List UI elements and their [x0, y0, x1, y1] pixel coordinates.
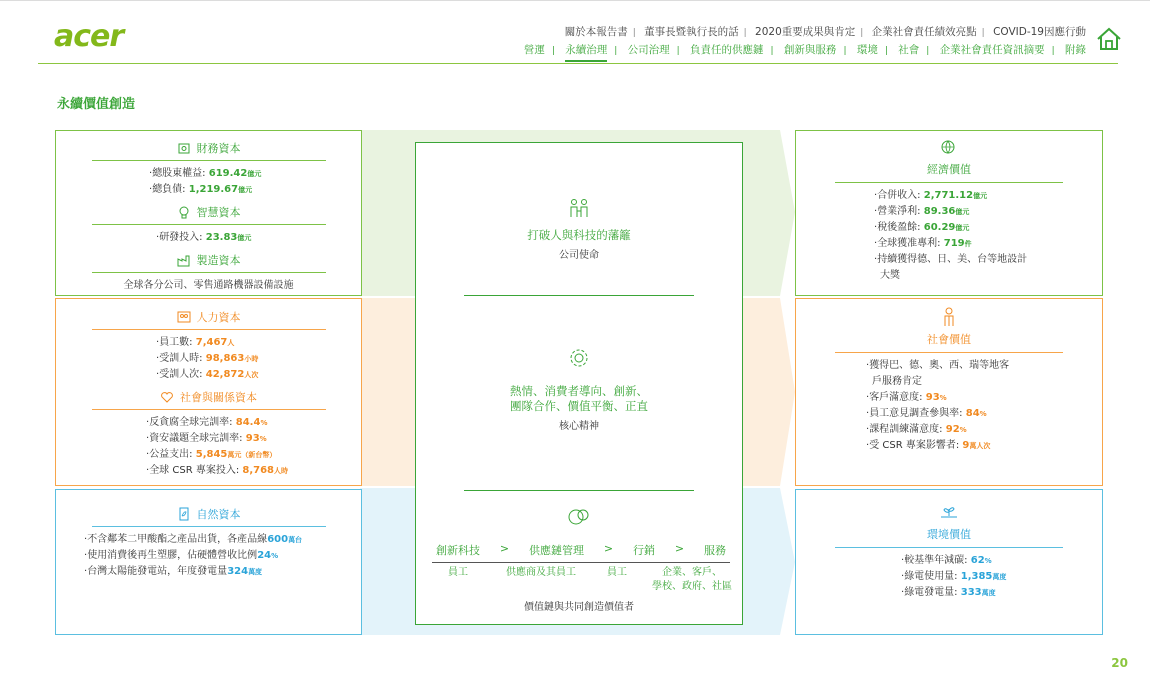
intellectual-capital-title: 智慧資本 — [56, 204, 361, 220]
chain-step: 行銷 — [633, 544, 655, 557]
nav-top-item[interactable]: COVID-19因應行動 — [993, 26, 1086, 38]
manufacturing-text: 全球各分公司、零售通路機器設備設施 — [123, 280, 294, 291]
financial-list — [56, 166, 361, 198]
left-orange-box — [55, 298, 362, 486]
money-bag-icon — [177, 141, 191, 155]
chain-arrow: > — [603, 542, 614, 555]
human-capital-title: 人力資本 — [56, 309, 361, 325]
factory-icon — [177, 253, 191, 267]
spirit-title-2: 團隊合作、價值平衡、正直 — [510, 399, 648, 413]
lightbulb-icon — [177, 205, 191, 219]
nav-item[interactable]: 附錄 — [1065, 44, 1086, 56]
list-item: ·較基準年減碳: 62% — [901, 555, 992, 566]
social-list — [56, 415, 361, 479]
list-item-cont: 戶服務肯定 — [872, 376, 922, 387]
chain-arrow: > — [674, 542, 685, 555]
natural-list — [56, 532, 361, 580]
nav-item[interactable]: 創新與服務 — [783, 44, 837, 56]
list-item: ·受 CSR 專案影響者: 9萬人次 — [866, 440, 991, 451]
list-item: ·公益支出: 5,845萬元（新台幣） — [146, 449, 277, 460]
page-number: 20 — [1111, 656, 1128, 670]
list-item: ·營業淨利: 89.36億元 — [874, 206, 970, 217]
list-item: ·獲得巴、德、奧、西、瑞等地客 — [866, 360, 1010, 371]
page-title: 永續價值創造 — [57, 97, 136, 112]
nav-item[interactable]: 環境 — [856, 44, 878, 56]
center-divider — [464, 295, 694, 296]
mission-sub: 公司使命 — [559, 250, 599, 261]
chain-party: 企業、客戶、 學校、政府、社區 — [652, 567, 732, 592]
divider — [92, 409, 326, 410]
divider — [835, 547, 1063, 548]
economic-value-title: 經濟價值 — [927, 163, 971, 176]
center-box — [415, 142, 743, 625]
list-item: ·綠電發電量: 333萬度 — [901, 587, 996, 598]
natural-capital-title: 自然資本 — [56, 506, 361, 522]
manufacturing-capital-title: 製造資本 — [56, 252, 361, 268]
list-item: ·稅後盈餘: 60.29億元 — [874, 222, 970, 233]
list-item: ·課程訓練滿意度: 92% — [866, 424, 967, 435]
nav-item[interactable]: 負責任的供應鏈 — [690, 44, 764, 56]
nav-item[interactable]: 企業社會責任資訊摘要 — [939, 44, 1045, 56]
economic-list — [796, 188, 1102, 284]
social-value-list — [796, 358, 1102, 454]
chain-party: 員工 — [607, 567, 627, 578]
chain-party: 供應商及其員工 — [506, 567, 576, 578]
nav-top-item[interactable]: 董事長暨執行長的話 — [644, 26, 739, 38]
social-capital-title: 社會與關係資本 — [56, 389, 361, 405]
chain-rule — [432, 562, 730, 563]
chain-arrow: > — [499, 542, 510, 555]
nav-item[interactable]: 營運 — [523, 44, 545, 56]
center-divider — [464, 490, 694, 491]
spirit-title-1: 熱情、消費者導向、創新、 — [510, 384, 648, 398]
chain-sub: 價值鏈與共同創造價值者 — [524, 602, 634, 613]
value-chain-steps — [436, 542, 726, 558]
divider — [92, 272, 326, 273]
list-item: ·合併收入: 2,771.12億元 — [874, 190, 988, 201]
list-item: ·員工意見調查參與率: 84% — [866, 408, 987, 419]
list-item: ·總負債: 1,219.67億元 — [149, 184, 253, 195]
chain-party: 員工 — [448, 567, 468, 578]
intellectual-list — [56, 230, 361, 246]
right-orange-box — [795, 298, 1103, 486]
right-blue-box — [795, 489, 1103, 635]
leaf-document-icon — [177, 507, 191, 521]
environment-list — [796, 553, 1102, 601]
nav-item[interactable]: 社會 — [898, 44, 920, 56]
divider — [835, 182, 1063, 183]
divider — [92, 160, 326, 161]
nav-top-item[interactable]: 企業社會責任績效亮點 — [871, 26, 977, 38]
financial-capital-title: 財務資本 — [56, 140, 361, 156]
list-item: ·全球 CSR 專案投入: 8,768人時 — [146, 465, 289, 476]
list-item: ·資安議題全球完訓率: 93% — [146, 433, 267, 444]
list-item: ·使用消費後再生塑膠，佔硬體營收比例24% — [84, 550, 279, 561]
list-item: ·持續獲得德、日、美、台等地設計 — [874, 254, 1028, 265]
globe-money-icon — [940, 139, 958, 155]
list-item: ·總股東權益: 619.42億元 — [149, 168, 262, 179]
nav-top-item[interactable]: 2020重要成果與肯定 — [755, 26, 856, 38]
svg-text:acer: acer — [54, 22, 124, 52]
value-chain-icon — [567, 506, 591, 528]
nav-item-active[interactable]: 永續治理 — [565, 42, 607, 62]
list-item: ·研發投入: 23.83億元 — [156, 232, 252, 243]
chain-step: 創新科技 — [436, 544, 480, 557]
nav-top-item[interactable]: 關於本報告書 — [564, 26, 628, 38]
mission-title: 打破人與科技的藩籬 — [527, 228, 631, 242]
people-icon — [177, 310, 191, 324]
nav-item[interactable]: 公司治理 — [627, 44, 670, 56]
divider — [92, 329, 326, 330]
list-item: ·不含鄰苯二甲酸酯之產品出貨，各產品線600萬台 — [84, 534, 303, 545]
divider — [92, 224, 326, 225]
list-item: ·受訓人次: 42,872人次 — [156, 369, 259, 380]
divider — [835, 352, 1063, 353]
list-item: ·全球獲准專利: 719件 — [874, 238, 972, 249]
human-list — [56, 335, 361, 383]
left-green-box — [55, 130, 362, 296]
nav-main: 營運 | 永續治理 | 公司治理 | 負責任的供應鏈 | 創新與服務 | 環境 | 社會 | 企業社會責任資訊摘要 | 附錄 — [524, 42, 1086, 62]
list-item: ·反貪腐全球完訓率: 84.4% — [146, 417, 268, 428]
environment-value-title: 環境價值 — [927, 528, 971, 541]
person-icon — [942, 307, 956, 327]
list-item: ·客戶滿意度: 93% — [866, 392, 947, 403]
list-item: ·綠電使用量: 1,385萬度 — [901, 571, 1007, 582]
plant-hand-icon — [939, 504, 959, 520]
nav-top: 關於本報告書 | 董事長暨執行長的話 | 2020重要成果與肯定 | 企業社會責任績效亮點 | COVID-19因應行動 — [564, 26, 1086, 38]
list-item: ·受訓人時: 98,863小時 — [156, 353, 259, 364]
handshake-heart-icon — [160, 390, 174, 404]
list-item-cont: 大獎 — [880, 270, 900, 281]
gear-cycle-icon — [568, 347, 590, 369]
social-value-title: 社會價值 — [927, 333, 971, 346]
chain-step: 供應鏈管理 — [529, 544, 584, 557]
people-mission-icon — [568, 197, 590, 219]
right-green-box — [795, 130, 1103, 296]
left-blue-box — [55, 489, 362, 635]
list-item: ·台灣太陽能發電站，年度發電量324萬度 — [84, 566, 263, 577]
divider — [92, 526, 326, 527]
spirit-sub: 核心精神 — [559, 421, 599, 432]
list-item: ·員工數: 7,467人 — [156, 337, 235, 348]
chain-step: 服務 — [704, 544, 726, 557]
